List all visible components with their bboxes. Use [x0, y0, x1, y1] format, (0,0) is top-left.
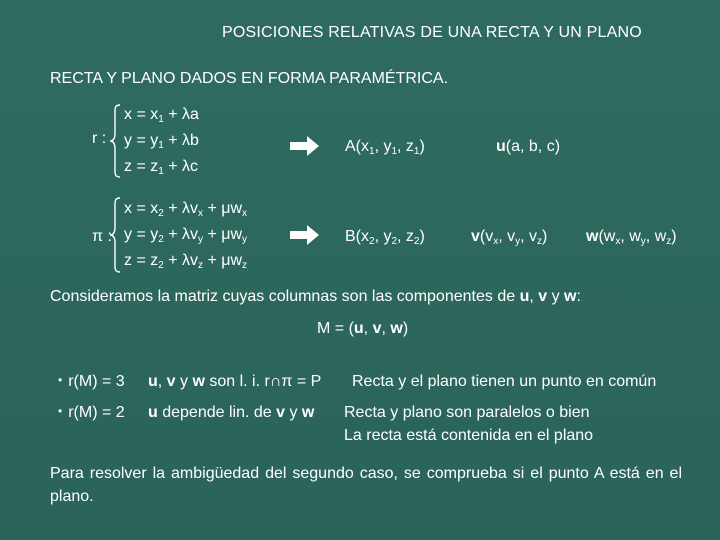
- case-rank-2-conclusion-2: La recta está contenida en el plano: [344, 427, 594, 444]
- plane-eq-y: $y = y_2 + \lambda v_y + \mu w_y$: [124, 226, 248, 245]
- plane-vector-w: $w(w_x$, $w_y$, $w_z$): [586, 228, 677, 247]
- matrix-description: Consideramos la matriz cuyas columnas son las componentes de u, v y w:: [50, 288, 581, 305]
- plane-label: π :: [92, 228, 112, 245]
- plane-point: $B(x_2$, $y_2$, $z_2$): [345, 228, 425, 247]
- case-rank-2: • r(M) = 2: [58, 404, 125, 421]
- slide-title: POSICIONES RELATIVAS DE UNA RECTA Y UN PLANO: [222, 24, 642, 41]
- slide-subtitle: RECTA Y PLANO DADOS EN FORMA PARAMÉTRICA.: [50, 70, 449, 87]
- line-point: $A(x_1$, $y_1$, $z_1$): [345, 138, 425, 157]
- line-label: r :: [92, 130, 107, 147]
- line-eq-y: $y = y_1 + \lambda b$: [124, 132, 199, 151]
- case-rank-3: • r(M) = 3: [58, 373, 125, 390]
- line-direction-vector: u(a, b, c): [496, 138, 561, 155]
- right-arrow-icon: [290, 225, 320, 245]
- case-rank-3-conclusion: Recta y el plano tienen un punto en común: [352, 373, 657, 390]
- case-rank-3-condition: u, v y w son l. i. r∩π = P: [148, 373, 322, 390]
- plane-eq-x: $x = x_2 + \lambda v_x + \mu w_x$: [124, 200, 248, 219]
- matrix-definition: M = (u, v, w): [317, 320, 409, 337]
- case-rank-2-conclusion-1: Recta y plano son paralelos o bien: [344, 404, 590, 421]
- line-equations: [124, 104, 199, 182]
- line-brace-icon: [108, 103, 122, 179]
- plane-brace-icon: [108, 196, 122, 274]
- line-eq-x: $x = x_1 + \lambda a$: [124, 106, 199, 125]
- right-arrow-icon: [290, 136, 320, 156]
- line-eq-z: $z = z_1 + \lambda c$: [124, 158, 199, 177]
- plane-vector-v: $v(v_x$, $v_y$, $v_z$): [471, 228, 548, 247]
- plane-equations: [124, 198, 247, 276]
- case-rank-2-condition: u depende lin. de v y w: [148, 404, 315, 421]
- plane-eq-z: $z = z_2 + \lambda v_z + \mu w_z$: [124, 252, 248, 271]
- closing-paragraph: Para resolver la ambigüedad del segundo caso, se comprueba si el punto A está en el plano.: [50, 465, 682, 505]
